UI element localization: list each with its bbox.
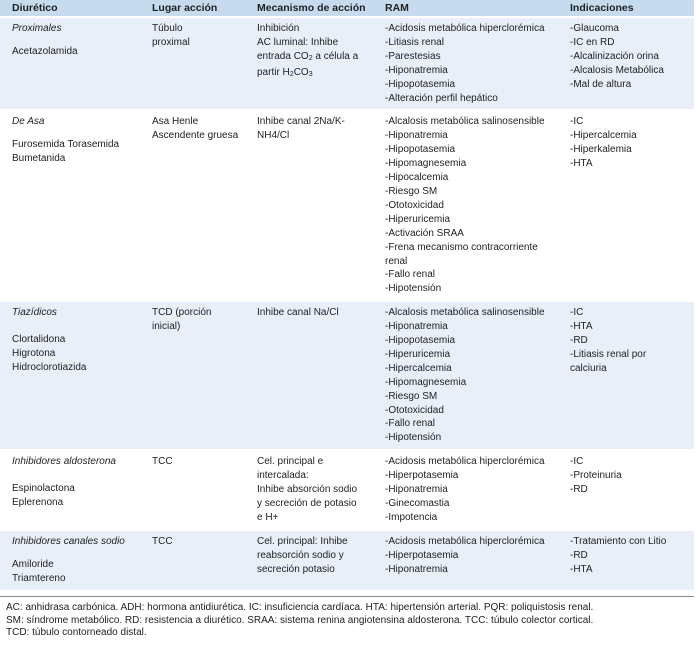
ram-item: -Riesgo SM [385,185,438,197]
subscript: 3 [308,70,313,78]
indications-cell [558,17,694,110]
site-cell [140,450,245,530]
mechanism-line: Inhibición [257,23,300,34]
mechanism-text: partir H [257,66,290,78]
drug-list [12,558,136,586]
ram-item: -Hiperuricemia [385,348,451,360]
table-row-tiazidicos [0,301,694,450]
header-lugar-accion: Lugar acción [140,0,245,17]
mechanism-cell [245,530,373,590]
table-row-proximales [0,17,694,110]
ram-item: -Hiperpotasemia [385,549,459,561]
indications-cell [558,450,694,530]
indication-item: -IC [570,116,584,128]
drug-name: Acetazolamida [12,45,78,57]
subscript: 2 [289,70,294,78]
site-line: TCC [152,535,173,547]
indication-item: -IC [570,307,584,319]
indication-item: -RD [570,484,588,496]
indication-item: -RD [570,335,588,347]
header-row [0,0,694,17]
drug-list [12,333,136,375]
mechanism-line: Inhibe canal 2Na/K- [257,116,345,128]
mechanism-cell [245,301,373,450]
drug-name: Amiloride [12,558,54,570]
ram-item: -Hiponatremia [385,130,448,142]
ram-item: -Hiponatremia [385,484,448,496]
drug-list [12,482,136,510]
indication-item: -Alcalinización orina [570,50,659,62]
ram-item: -Activación SRAA [385,227,464,239]
indication-item: -HTA [570,563,593,575]
mechanism-text: entrada CO [257,50,309,62]
header-indicaciones: Indicaciones [558,0,694,17]
indication-item: -IC en RD [570,36,615,48]
ram-item: -Hiponatremia [385,321,448,333]
drug-name: Clortalidona [12,334,66,346]
ram-item: -Acidosis metabólica hiperclorémica [385,456,545,468]
indication-item: -HTA [570,321,593,333]
diuretic-cell [0,110,140,301]
mechanism-line [257,50,369,66]
drug-name: Eplerenona [12,497,64,509]
indication-item: -Tratamiento con Litio [570,535,667,547]
drug-name: Hidroclorotiazida [12,361,87,373]
subscript: 2 [308,54,313,62]
mechanism-cell [245,450,373,530]
drug-name: Furosemida Torasemida [12,139,120,151]
diuretic-cell [0,450,140,530]
table-row-inhibidores-aldosterona [0,450,694,530]
diuretic-cell [0,17,140,110]
ram-item: -Alcalosis metabólica salinosensible [385,116,545,128]
diuretic-class: Inhibidores aldosterona [12,456,116,468]
mechanism-line: NH4/Cl [257,130,290,142]
ram-item: -Hiperpotasemia [385,470,459,482]
diuretic-class: Inhibidores canales sodio [12,535,125,547]
mechanism-cell [245,17,373,110]
ram-item: -Alcalosis metabólica salinosensible [385,307,545,319]
mechanism-line [257,66,369,82]
ram-item: -Hipotensión [385,432,442,444]
indication-item: -Proteinuria [570,470,622,482]
mechanism-line: Inhibe absorción sodio [257,484,358,496]
header-ram: RAM [373,0,558,17]
ram-item: -Hipopotasemia [385,78,456,90]
table-row-de-asa [0,110,694,301]
site-line: Túbulo [152,23,183,34]
diuretic-cell [0,530,140,590]
ram-item: -Hiponatremia [385,64,448,76]
drug-list [12,45,136,59]
ram-cell [373,301,558,450]
drug-name: Triamtereno [12,572,66,584]
site-cell [140,530,245,590]
mechanism-line: AC luminal: Inhibe [257,36,339,48]
site-cell [140,301,245,450]
drug-name: Higrotona [12,348,56,360]
ram-item: -Ototoxicidad [385,199,444,211]
ram-cell [373,110,558,301]
ram-item: renal [385,255,408,267]
ram-item: -Ototoxicidad [385,404,444,416]
diuretic-class: Proximales [12,23,62,34]
indication-item: -Litiasis renal por [570,348,647,360]
footnote [0,596,694,640]
ram-item: -Hipomagnesemia [385,376,467,388]
site-cell [140,110,245,301]
ram-item: -Acidosis metabólica hiperclorémica [385,535,545,547]
drug-list [12,138,136,166]
site-line: Asa Henle [152,116,199,128]
mechanism-line: Cel. principal e [257,456,324,468]
mechanism-text: CO [293,66,309,78]
footnote-line: TCD: túbulo contorneado distal. [6,627,147,638]
ram-item: -Hiperuricemia [385,213,451,225]
footnote-line: AC: anhidrasa carbónica. ADH: hormona antidiurética. IC: insuficiencia cardíaca. HTA: hipertensión arterial. PQR: poliquistosis renal. [6,602,594,613]
indications-cell [558,301,694,450]
site-cell [140,17,245,110]
site-line: inicial) [152,321,181,333]
indication-item: calciuria [570,362,607,374]
ram-item: -Impotencia [385,511,438,523]
indication-item: -RD [570,549,588,561]
ram-cell [373,450,558,530]
mechanism-cell [245,110,373,301]
ram-item: -Alteración perfil hepático [385,92,498,104]
ram-cell [373,17,558,110]
ram-item: -Hipopotasemia [385,144,456,156]
ram-item: -Frena mecanismo contracorriente [385,241,538,253]
indication-item: -Alcalosis Metabólica [570,64,664,76]
ram-item: -Litiasis renal [385,36,444,48]
site-line: TCD (porción [152,307,212,319]
site-line: proximal [152,36,190,48]
table-row-inhibidores-canales-sodio [0,530,694,590]
site-line: TCC [152,456,173,468]
header-diuretico: Diurético [0,0,140,17]
ram-item: -Hiponatremia [385,563,448,575]
ram-item: -Hipotensión [385,283,442,295]
indications-cell [558,530,694,590]
ram-item: -Hipomagnesemia [385,158,467,170]
ram-cell [373,530,558,590]
mechanism-line: Cel. principal: Inhibe [257,535,348,547]
mechanism-line: intercalada: [257,470,309,482]
diuretic-class: Tiazídicos [12,307,57,319]
mechanism-text: a célula a [312,50,359,62]
ram-item: -Fallo renal [385,269,436,281]
ram-item: -Hipercalcemia [385,362,452,374]
diuretic-cell [0,301,140,450]
drug-name: Espinolactona [12,483,75,495]
indications-cell [558,110,694,301]
header-mecanismo: Mecanismo de acción [245,0,373,17]
footnote-line: SM: síndrome metabólico. RD: resistencia a diurético. SRAA: sistema renina angiotensina aldosterona. TCC: túbulo colector cortical. [6,614,594,626]
mechanism-line: secreción potasio [257,563,335,575]
ram-item: -Fallo renal [385,418,436,430]
site-line: Ascendente gruesa [152,130,239,142]
indication-item: -Glaucoma [570,23,619,34]
indication-item: -HTA [570,158,593,170]
mechanism-line: reabsorción sodio y [257,549,344,561]
ram-item: -Ginecomastia [385,498,450,509]
ram-item: -Acidosis metabólica hiperclorémica [385,23,545,34]
ram-item: -Parestesias [385,50,441,62]
indication-item: -Mal de altura [570,78,632,90]
mechanism-line: Inhibe canal Na/Cl [257,307,339,319]
mechanism-line: e H+ [257,511,279,523]
ram-item: -Hipopotasemia [385,335,456,347]
diuretic-class: De Asa [12,116,45,128]
ram-item: -Hipocalcemia [385,172,449,184]
indication-item: -IC [570,456,584,468]
indication-item: -Hipercalcemia [570,130,637,142]
ram-item: -Riesgo SM [385,390,438,402]
drug-name: Bumetanida [12,153,66,165]
mechanism-line: y secreción de potasio [257,498,357,509]
indication-item: -Hiperkalemia [570,144,632,156]
